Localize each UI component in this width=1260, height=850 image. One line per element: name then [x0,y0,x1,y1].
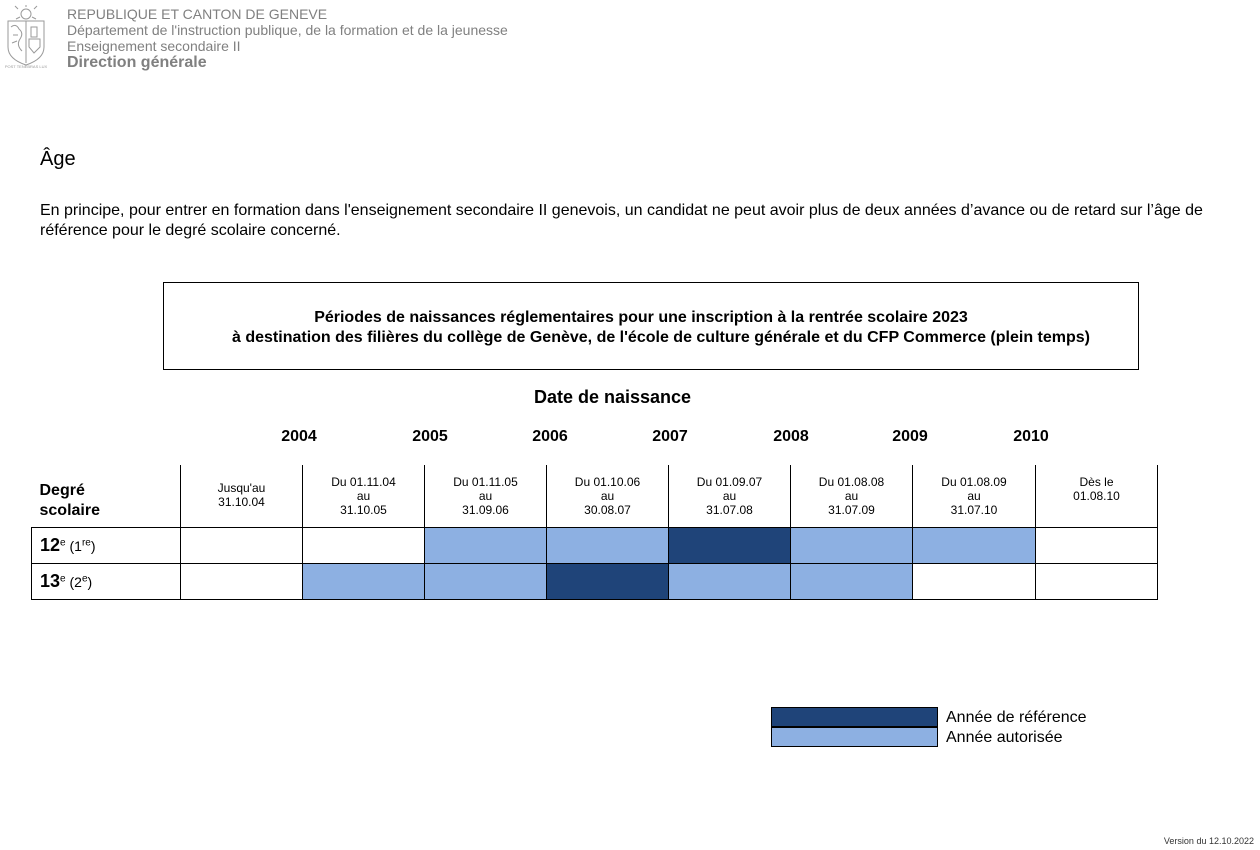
period-line: 31.07.10 [950,503,998,517]
degree-paren-close: ) [87,573,93,590]
table-row-12 [32,527,1158,563]
degree-number: 13 [40,570,61,591]
degree-paren-suffix: e [81,572,88,584]
period-cell [181,563,303,599]
degree-paren: (1 [65,537,82,554]
birth-period-table [31,465,1158,600]
period-line: au [967,489,981,503]
degree-paren: (2 [65,573,82,590]
period-line: 31.07.09 [828,503,875,517]
year-label: 2007 [652,428,688,445]
period-line: au [844,489,859,503]
year-label: 2009 [892,428,928,445]
period-cell [669,527,791,563]
year-label: 2008 [773,428,809,445]
period-header [181,465,303,527]
intro-paragraph: En principe, pour entrer en formation dans l'enseignement secondaire II genevois, un candidat ne peut avoir plus de deux années d’avance ou de retard sur l’âge de référence pour le degré scolaire concerné. [40,202,1203,239]
period-cell [547,527,669,563]
degree-paren-close: ) [90,537,96,554]
degree-suffix: e [60,536,66,548]
header-service: Enseignement secondaire II [67,38,241,54]
period-cell [181,527,303,563]
header-republic: REPUBLIQUE ET CANTON DE GENEVE [67,6,328,22]
year-label: 2005 [412,428,448,445]
period-cell [303,563,425,599]
period-cell [303,527,425,563]
table-title-box [163,282,1139,370]
degree-header-line1: Degré [39,482,85,499]
period-header [303,465,425,527]
period-line: 31.07.08 [706,503,753,517]
period-header [547,465,669,527]
period-cell [547,563,669,599]
period-line: 31.09.06 [462,503,509,517]
table-title-line1: Périodes de naissances réglementaires pour une inscription à la rentrée scolaire 2023 [314,309,968,326]
geneva-coat-of-arms-icon [4,5,48,71]
header-department: Département de l'instruction publique, de la formation et de la jeunesse [67,22,508,38]
period-line: au [600,489,615,503]
period-header [1036,465,1158,527]
year-label: 2006 [532,428,568,445]
period-line: Du 01.08.09 [941,475,1007,489]
period-line: Du 01.10.06 [574,475,641,489]
period-header [913,465,1036,527]
period-line: 30.08.07 [584,503,631,517]
birth-date-heading: Date de naissance [533,387,692,407]
degree-number: 12 [40,534,61,555]
legend-label-authorized: Année autorisée [946,729,1063,746]
table-title-line2: à destination des filières du collège de Genève, de l'école de culture générale et du CFP Commerce (plein temps) [232,329,1090,346]
period-line: 31.10.04 [218,495,265,509]
period-line: au [356,489,371,503]
period-line: 31.10.05 [340,503,387,517]
period-line: Du 01.09.07 [696,475,763,489]
period-line: au [478,489,493,503]
degree-paren-suffix: re [81,536,91,548]
period-header [791,465,913,527]
period-header [425,465,547,527]
period-cell [791,563,913,599]
period-cell [425,527,547,563]
degree-header-line2: scolaire [39,502,100,519]
legend-label-reference: Année de référence [946,709,1087,726]
degree-suffix: e [60,572,66,584]
period-line: Du 01.11.04 [331,475,396,489]
table-row-13 [32,563,1158,599]
header-direction: Direction générale [67,54,207,71]
period-cell [913,563,1036,599]
period-cell [425,563,547,599]
legend-swatch-reference [771,707,938,727]
period-cell [791,527,913,563]
period-header [669,465,791,527]
period-line: Dès le [1079,475,1114,489]
period-line: Du 01.11.05 [453,475,518,489]
logo-caption: POST TENEBRAS LUX [4,64,48,69]
degree-header [32,465,181,527]
period-line: 01.08.10 [1073,489,1120,503]
degree-label [32,527,181,563]
section-title: Âge [40,148,76,170]
period-line: Du 01.08.08 [818,475,885,489]
period-line: au [722,489,737,503]
degree-label [32,563,181,599]
period-cell [669,563,791,599]
period-cell [913,527,1036,563]
period-cell [1036,563,1158,599]
year-label: 2004 [281,428,317,445]
period-cell [1036,527,1158,563]
version-note: Version du 12.10.2022 [1163,836,1254,846]
period-line: Jusqu'au [217,481,266,495]
legend-swatch-authorized [771,727,938,747]
year-label: 2010 [1013,428,1049,445]
